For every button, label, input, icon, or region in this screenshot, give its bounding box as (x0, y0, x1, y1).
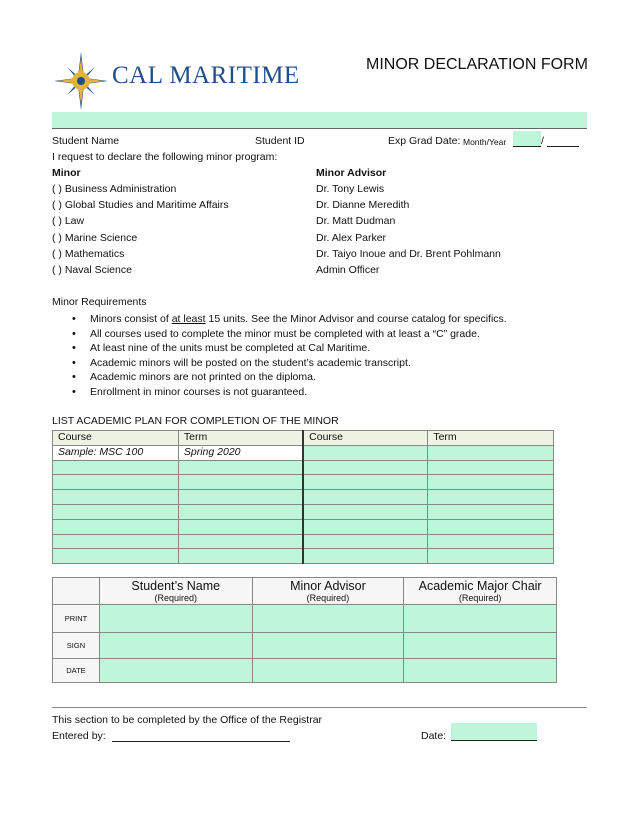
requirement-item: • All courses used to complete the minor must be completed with at least a “C” grade. (72, 327, 507, 342)
requirement-item: • Enrollment in minor courses is not guaranteed. (72, 385, 507, 400)
grad-date-hint: Month/Year (463, 137, 507, 147)
plan-row (53, 549, 554, 564)
row-label-print: PRINT (53, 605, 100, 633)
compass-star-icon (52, 50, 110, 112)
plan-course-cell[interactable] (53, 519, 179, 534)
advisor-marine-science: Dr. Alex Parker (316, 232, 387, 244)
requirement-item: • Minors consist of at least 15 units. See the Minor Advisor and course catalog for specifics. (72, 312, 507, 327)
plan-heading: LIST ACADEMIC PLAN FOR COMPLETION OF THE MINOR (52, 415, 339, 427)
advisor-global-studies: Dr. Dianne Meredith (316, 199, 410, 211)
student-id-label: Student ID (255, 135, 305, 147)
plan-header-course: Course (53, 431, 179, 446)
plan-term-cell[interactable] (428, 519, 554, 534)
plan-term-cell[interactable] (178, 490, 303, 505)
logo-wordmark: CAL MARITIME (112, 62, 300, 89)
plan-term-cell[interactable] (428, 504, 554, 519)
advisor-sign-field[interactable] (252, 633, 404, 659)
requirement-item: • Academic minors are not printed on the diploma. (72, 370, 507, 385)
row-label-sign: SIGN (53, 633, 100, 659)
plan-term-cell[interactable] (178, 534, 303, 549)
plan-course-cell[interactable] (53, 460, 179, 475)
minor-heading: Minor (52, 167, 81, 179)
header-divider (52, 128, 587, 129)
minor-option-mathematics[interactable]: ( ) Mathematics (52, 248, 125, 260)
plan-course-cell[interactable] (53, 475, 179, 490)
signature-header-row (53, 578, 557, 605)
grad-year-field[interactable] (547, 146, 579, 147)
advisor-business: Dr. Tony Lewis (316, 183, 385, 195)
plan-row (53, 475, 554, 490)
plan-course-cell[interactable] (303, 519, 428, 534)
plan-sample-term: Spring 2020 (178, 445, 303, 460)
cal-maritime-logo (52, 50, 300, 112)
plan-course-cell[interactable] (303, 504, 428, 519)
registrar-date-field[interactable] (451, 723, 537, 741)
registrar-divider (52, 707, 587, 708)
signature-row-print (53, 605, 557, 633)
advisor-law: Dr. Matt Dudman (316, 215, 396, 227)
minor-option-law[interactable]: ( ) Law (52, 215, 85, 227)
plan-header-term: Term (428, 431, 554, 446)
grad-date-label: Exp Grad Date: (388, 135, 461, 147)
plan-header-course: Course (303, 431, 428, 446)
signature-row-sign (53, 633, 557, 659)
plan-term-cell[interactable] (178, 504, 303, 519)
signature-row-date (53, 659, 557, 683)
form-title: MINOR DECLARATION FORM (366, 56, 588, 73)
student-date-field[interactable] (99, 659, 252, 683)
advisor-naval-science: Admin Officer (316, 264, 380, 276)
row-label-date: DATE (53, 659, 100, 683)
advisor-heading: Minor Advisor (316, 167, 387, 179)
plan-course-cell[interactable] (53, 490, 179, 505)
plan-term-cell[interactable] (178, 475, 303, 490)
plan-course-cell[interactable] (303, 534, 428, 549)
chair-print-field[interactable] (404, 605, 557, 633)
minor-option-naval-science[interactable]: ( ) Naval Science (52, 264, 132, 276)
plan-term-cell[interactable] (428, 549, 554, 564)
registrar-note: This section to be completed by the Office of the Registrar (52, 714, 323, 726)
advisor-print-field[interactable] (252, 605, 404, 633)
plan-term-cell[interactable] (178, 549, 303, 564)
requirements-list (72, 312, 507, 400)
student-name-label: Student Name (52, 135, 120, 147)
plan-term-cell[interactable] (428, 534, 554, 549)
plan-term-cell[interactable] (428, 460, 554, 475)
signature-header-student: Student’s Name (Required) (99, 578, 252, 605)
registrar-date-label: Date: (421, 730, 447, 742)
requirement-item: • Academic minors will be posted on the student’s academic transcript. (72, 356, 507, 371)
plan-course-cell[interactable] (303, 460, 428, 475)
advisor-mathematics: Dr. Taiyo Inoue and Dr. Brent Pohlmann (316, 248, 501, 260)
plan-course-cell[interactable] (53, 504, 179, 519)
plan-course-cell[interactable] (53, 534, 179, 549)
plan-course-cell[interactable] (53, 549, 179, 564)
intro-text: I request to declare the following minor program: (52, 151, 278, 163)
header-band (52, 112, 587, 128)
signature-table (52, 577, 557, 683)
plan-term-cell[interactable] (428, 475, 554, 490)
student-sign-field[interactable] (99, 633, 252, 659)
student-print-field[interactable] (99, 605, 252, 633)
plan-row (53, 460, 554, 475)
plan-course-cell[interactable] (303, 490, 428, 505)
grad-month-field[interactable] (513, 131, 541, 147)
plan-sample-row (53, 445, 554, 460)
plan-row (53, 504, 554, 519)
signature-header-advisor: Minor Advisor (Required) (252, 578, 404, 605)
grad-date-separator: / (541, 135, 544, 147)
plan-row (53, 490, 554, 505)
minor-option-business[interactable]: ( ) Business Administration (52, 183, 177, 195)
entered-by-field[interactable] (112, 741, 290, 742)
plan-row (53, 519, 554, 534)
entered-by-label: Entered by: (52, 730, 106, 742)
plan-term-cell[interactable] (178, 460, 303, 475)
signature-header-chair: Academic Major Chair (Required) (404, 578, 557, 605)
plan-term-cell[interactable] (178, 519, 303, 534)
academic-plan-table (52, 430, 554, 564)
plan-course-cell[interactable] (303, 445, 428, 460)
plan-sample-course: Sample: MSC 100 (53, 445, 179, 460)
plan-course-cell[interactable] (303, 475, 428, 490)
minor-option-global-studies[interactable]: ( ) Global Studies and Maritime Affairs (52, 199, 229, 211)
chair-date-field[interactable] (404, 659, 557, 683)
plan-row (53, 534, 554, 549)
advisor-date-field[interactable] (252, 659, 404, 683)
plan-term-cell[interactable] (428, 445, 554, 460)
chair-sign-field[interactable] (404, 633, 557, 659)
plan-term-cell[interactable] (428, 490, 554, 505)
plan-header-term: Term (178, 431, 303, 446)
signature-corner-cell (53, 578, 100, 605)
requirement-item: • At least nine of the units must be completed at Cal Maritime. (72, 341, 507, 356)
plan-header-row (53, 431, 554, 446)
plan-course-cell[interactable] (303, 549, 428, 564)
minor-option-marine-science[interactable]: ( ) Marine Science (52, 232, 138, 244)
requirements-heading: Minor Requirements (52, 296, 147, 308)
